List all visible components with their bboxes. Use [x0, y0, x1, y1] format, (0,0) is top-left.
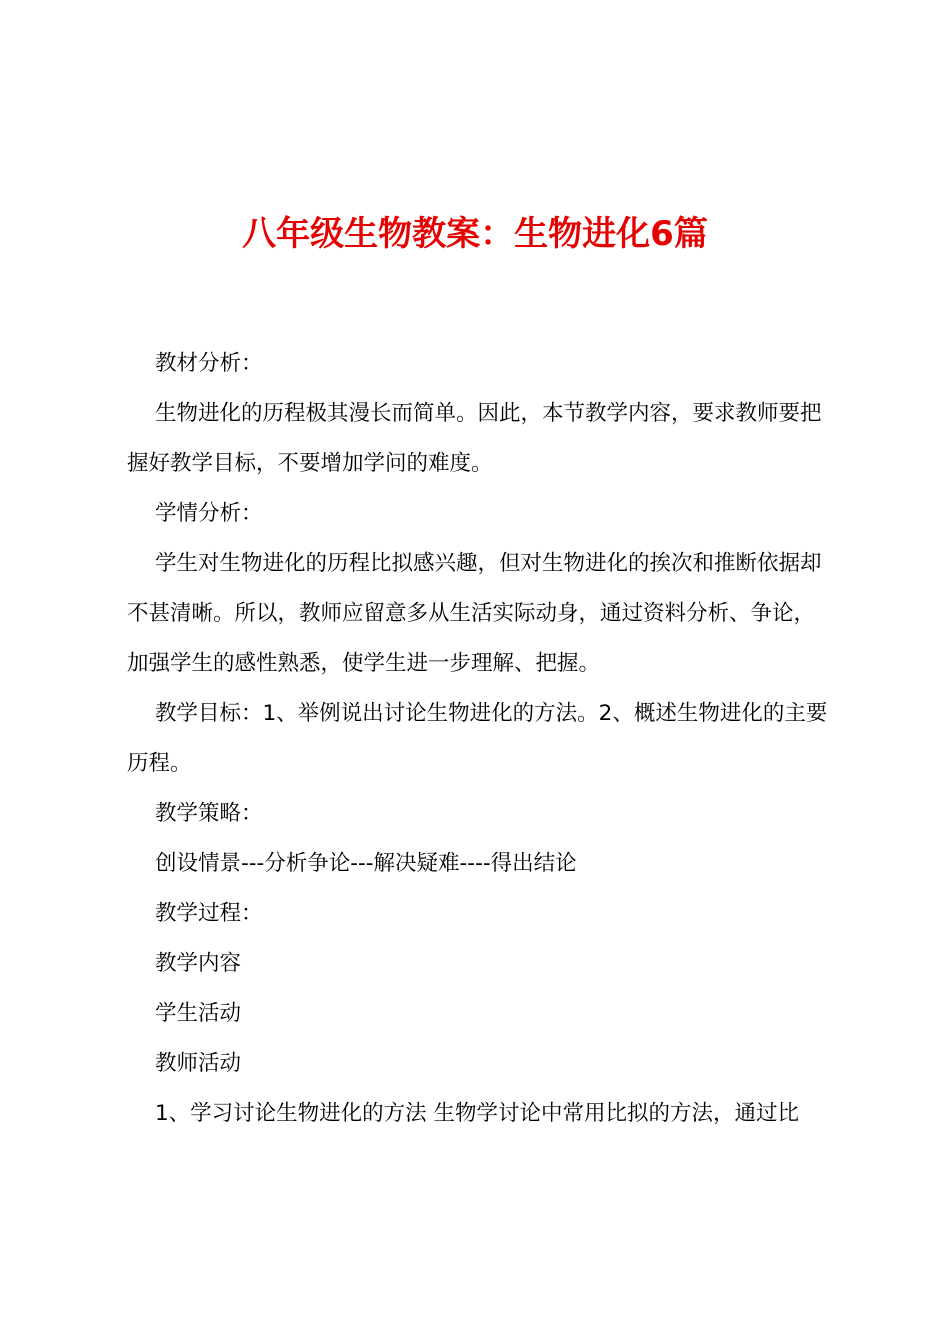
paragraph-student-analysis: 学生对生物进化的历程比拟感兴趣，但对生物进化的挨次和推断依据却不甚清晰。所以，教师应留意多从生活实际动身，通过资料分析、争论，加强学生的感性熟悉，使学生进一步理解、把握。 — [127, 551, 822, 676]
paragraph-teaching-goals: 教学目标：1、举例说出讨论生物进化的方法。2、概述生物进化的主要历程。 — [127, 701, 828, 776]
paragraph-textbook-analysis: 生物进化的历程极其漫长而简单。因此，本节教学内容，要求教师要把握好教学目标，不要增加学问的难度。 — [127, 401, 822, 476]
paragraph-heading-student-analysis: 学情分析： — [155, 501, 263, 526]
paragraph-heading-teaching-process: 教学过程： — [155, 901, 263, 926]
paragraph-student-activity: 学生活动 — [155, 1001, 242, 1026]
document-title: 八年级生物教案：生物进化6篇 — [242, 214, 708, 254]
paragraph-heading-teaching-strategy: 教学策略： — [155, 801, 263, 826]
paragraph-heading-textbook-analysis: 教材分析： — [155, 351, 263, 376]
document-body — [127, 339, 835, 1139]
paragraph-teaching-strategy: 创设情景---分析争论---解决疑难----得出结论 — [155, 851, 577, 876]
paragraph-research-methods: 1、学习讨论生物进化的方法 生物学讨论中常用比拟的方法，通过比 — [155, 1101, 800, 1126]
paragraph-teacher-activity: 教师活动 — [155, 1051, 242, 1076]
paragraph-teaching-content: 教学内容 — [155, 951, 242, 976]
